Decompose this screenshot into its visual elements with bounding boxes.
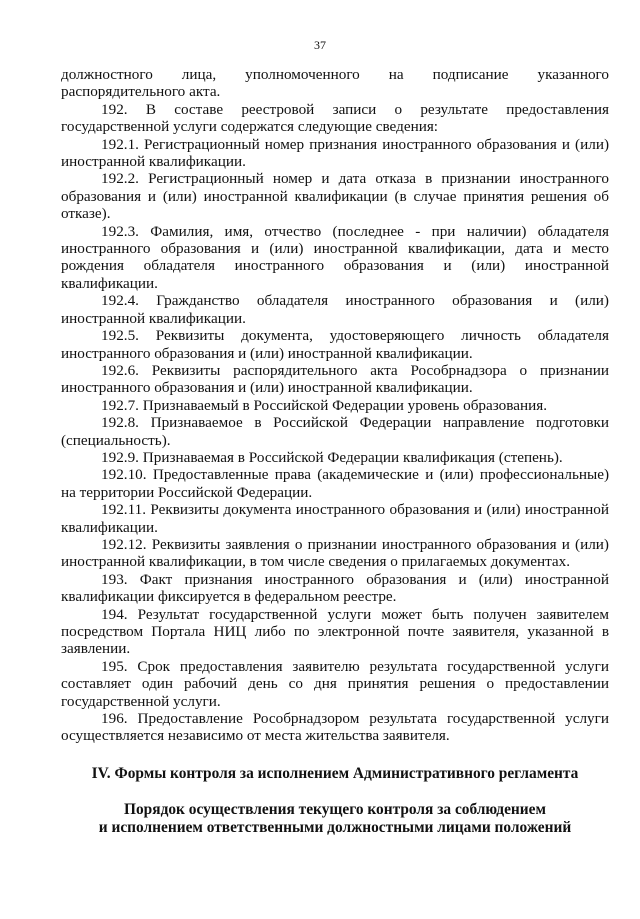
paragraph: 192.4. Гражданство обладателя иностранного образования и (или) иностранной квалификации. bbox=[61, 292, 609, 327]
paragraph: 192.6. Реквизиты распорядительного акта Рособрнадзора о признании иностранного образования и (или) иностранной квалификации. bbox=[61, 361, 609, 397]
document-body bbox=[61, 66, 609, 837]
paragraph: 192.5. Реквизиты документа, удостоверяющего личность обладателя иностранного образования и (или) иностранной квалификации. bbox=[61, 327, 609, 362]
subsection-heading bbox=[61, 801, 609, 837]
paragraph: 196. Предоставление Рособрнадзором результата государственной услуги осуществляется независимо от места жительства заявителя. bbox=[61, 710, 609, 745]
subsection-heading-line: Порядок осуществления текущего контроля за соблюдением bbox=[124, 800, 546, 818]
section-heading: IV. Формы контроля за исполнением Административного регламента bbox=[91, 764, 579, 782]
paragraph: 192.11. Реквизиты документа иностранного образования и (или) иностранной квалификации. bbox=[61, 501, 609, 536]
paragraph: 192.12. Реквизиты заявления о признании иностранного образования и (или) иностранной квалификации, в том числе сведения о прилагаемых документах. bbox=[61, 535, 609, 571]
subsection-heading-line: и исполнением ответственными должностными лицами положений bbox=[98, 818, 572, 836]
paragraph: должностного лица, уполномоченного на подписание указанного распорядительного акта. bbox=[61, 66, 609, 101]
paragraph: 192.2. Регистрационный номер и дата отказа в признании иностранного образования и (или) иностранной квалификации (в случае принятия решения об отказе). bbox=[61, 170, 609, 223]
paragraph: 192.8. Признаваемое в Российской Федерации направление подготовки (специальность). bbox=[61, 414, 609, 449]
paragraph: 195. Срок предоставления заявителю результата государственной услуги составляет один рабочий день со дня принятия решения о предоставлении государственной услуги. bbox=[61, 657, 609, 710]
paragraph: 192.1. Регистрационный номер признания иностранного образования и (или) иностранной квалификации. bbox=[61, 135, 609, 171]
paragraph: 193. Факт признания иностранного образования и (или) иностранной квалификации фиксируется в федеральном реестре. bbox=[61, 570, 609, 606]
paragraph: 192.9. Признаваемая в Российской Федерации квалификация (степень). bbox=[101, 448, 563, 466]
paragraph: 192.3. Фамилия, имя, отчество (последнее - при наличии) обладателя иностранного образования и (или) иностранной квалификации, дата и место рождения обладателя иностранного образования и (или) иностранной квалификации. bbox=[61, 222, 609, 292]
paragraph: 192.7. Признаваемый в Российской Федерации уровень образования. bbox=[101, 396, 548, 414]
paragraph: 192. В составе реестровой записи о результате предоставления государственной услуги содержатся следующие сведения: bbox=[61, 100, 609, 136]
paragraph: 194. Результат государственной услуги может быть получен заявителем посредством Портала НИЦ либо по электронной почте заявителя, указанной в заявлении. bbox=[61, 605, 609, 658]
paragraph: 192.10. Предоставленные права (академические и (или) профессиональные) на территории Российской Федерации. bbox=[61, 466, 609, 501]
page-number: 37 bbox=[314, 38, 326, 52]
